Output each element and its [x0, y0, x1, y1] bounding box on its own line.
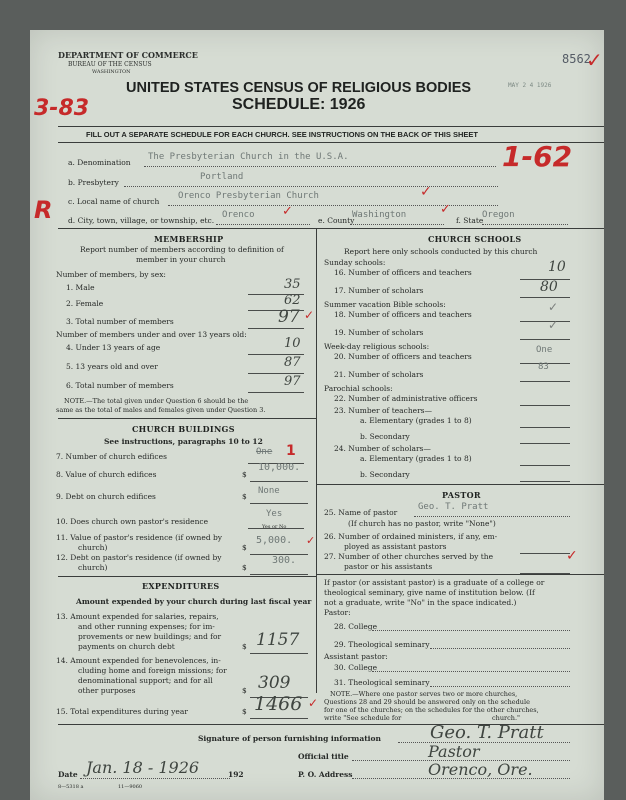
- q13-label-b: and other running expenses; for im-: [78, 622, 215, 631]
- q25-value: Geo. T. Pratt: [418, 502, 489, 512]
- q13-label-a: 13. Amount expended for salaries, repairs,: [56, 612, 219, 621]
- q21-label: 21. Number of scholars: [334, 370, 424, 379]
- graduate-note-1: If pastor (or assistant pastor) is a graduate of a college or: [324, 578, 545, 587]
- q18-answer-line: [520, 309, 570, 322]
- q12-label-b: church): [78, 563, 108, 572]
- q6-value: 97: [284, 374, 301, 389]
- expenditures-heading: EXPENDITURES: [142, 581, 220, 591]
- q16-value: 10: [548, 259, 566, 275]
- left-red-mark: 3-83: [34, 96, 90, 121]
- signature-value: Geo. T. Pratt: [430, 722, 544, 743]
- q24a-answer-line: [520, 453, 570, 466]
- q7-red-value: 1: [286, 443, 296, 459]
- buildings-sub: See instructions, paragraphs 10 to 12: [104, 437, 263, 446]
- official-title-value: Pastor: [428, 742, 480, 761]
- q20-value: One: [536, 345, 553, 355]
- city-value: Orenco: [222, 210, 255, 220]
- parochial-label: Parochial schools:: [324, 384, 393, 393]
- q13-dollar: $: [242, 642, 247, 651]
- q1-value: 35: [284, 277, 301, 292]
- membership-intro-2: member in your church: [136, 255, 226, 264]
- q25-note: (If church has no pastor, write "None"): [348, 519, 496, 528]
- county-value: Washington: [352, 210, 407, 220]
- q7-label: 7. Number of church edifices: [56, 452, 167, 461]
- q15-check: ✓: [308, 696, 319, 710]
- county-check: ✓: [440, 202, 451, 217]
- q29-line: [430, 648, 570, 649]
- pastor-note-1: NOTE.—Where one pastor serves two or more churches,: [330, 690, 518, 698]
- q8-dollar: $: [242, 470, 247, 479]
- q19-check: ✓: [548, 318, 559, 332]
- q1-label: 1. Male: [66, 283, 95, 292]
- county-line: [350, 224, 444, 225]
- q14-value: 309: [258, 673, 291, 693]
- q14-label-a: 14. Amount expended for benevolences, in-: [56, 656, 221, 665]
- by-sex-label: Number of members, by sex:: [56, 270, 166, 279]
- q23-label: 23. Number of teachers—: [334, 406, 433, 415]
- q9-label: 9. Debt on church edifices: [56, 492, 156, 501]
- q27-label-b: pastor or his assistants: [344, 562, 433, 571]
- local-name-value: Orenco Presbyterian Church: [178, 191, 319, 201]
- form-title: UNITED STATES CENSUS OF RELIGIOUS BODIES: [126, 80, 472, 96]
- presbytery-label: b. Presbytery: [68, 178, 119, 187]
- q25-line: [414, 516, 570, 517]
- pastor-note-5: church.": [492, 714, 521, 722]
- q29-label: 29. Theological seminary: [334, 640, 430, 649]
- q24-label: 24. Number of scholars—: [334, 444, 431, 453]
- date-label: Date: [58, 770, 78, 779]
- r-red-mark: R: [34, 196, 53, 224]
- q28-label: 28. College: [334, 622, 378, 631]
- q23a-label: a. Elementary (grades 1 to 8): [360, 416, 472, 425]
- buildings-rule: [58, 418, 316, 419]
- state-line: [482, 224, 568, 225]
- pastor-heading: PASTOR: [442, 490, 481, 500]
- denomination-value: The Presbyterian Church in the U.S.A.: [148, 152, 349, 162]
- expenditures-rule: [58, 576, 316, 577]
- q22-label: 22. Number of administrative officers: [334, 394, 478, 403]
- schedule-title: SCHEDULE: 1926: [232, 96, 366, 113]
- buildings-heading: CHURCH BUILDINGS: [132, 424, 235, 434]
- q30-label: 30. College: [334, 663, 378, 672]
- county-label: e. County: [318, 216, 355, 225]
- q27-answer-line: [520, 561, 570, 574]
- presbytery-value: Portland: [200, 172, 244, 182]
- membership-heading: MEMBERSHIP: [154, 234, 224, 244]
- q18-check: ✓: [548, 300, 559, 314]
- city-check: ✓: [282, 204, 293, 219]
- official-title-label: Official title: [298, 752, 349, 761]
- q3-value: 97: [278, 307, 300, 327]
- state-value: Oregon: [482, 210, 515, 220]
- print-number: 11—9060: [118, 784, 143, 790]
- q12-dollar: $: [242, 563, 247, 572]
- church-schools-heading: CHURCH SCHOOLS: [428, 234, 522, 244]
- q14-dollar: $: [242, 686, 247, 695]
- city-label-field: d. City, town, village, or township, etc.: [68, 216, 215, 225]
- q11-label-b: church): [78, 543, 108, 552]
- expenditures-sub: Amount expended by your church during last fiscal year: [76, 597, 312, 606]
- assistant-sublabel: Assistant pastor:: [324, 652, 388, 661]
- city-line: [216, 224, 310, 225]
- q19-answer-line: [520, 327, 570, 340]
- q14-label-c: denominational support; and for all: [78, 676, 213, 685]
- q23b-answer-line: [520, 431, 570, 444]
- q14-label-d: other purposes: [78, 686, 136, 695]
- q24b-label: b. Secondary: [360, 470, 410, 479]
- date-year-suffix: 192: [228, 770, 244, 779]
- q24b-answer-line: [520, 469, 570, 482]
- q19-label: 19. Number of scholars: [334, 328, 424, 337]
- q10-label: 10. Does church own pastor's residence: [56, 517, 209, 526]
- q5-label: 5. 13 years old and over: [66, 362, 158, 371]
- q21-value: 83: [538, 362, 549, 372]
- po-address-value: Orenco, Ore.: [428, 760, 533, 779]
- q4-label: 4. Under 13 years of age: [66, 343, 161, 352]
- q12-value: 300.: [272, 555, 297, 566]
- q11-dollar: $: [242, 543, 247, 552]
- q26-label-b: ployed as assistant pastors: [344, 542, 447, 551]
- q15-dollar: $: [242, 707, 247, 716]
- q2-value: 62: [284, 293, 301, 308]
- q10-value: Yes: [266, 509, 283, 519]
- denomination-line: [144, 166, 496, 167]
- form-number: 8—5318 a: [58, 784, 84, 790]
- q14-label-b: cluding home and foreign missions; for: [78, 666, 227, 675]
- q5-value: 87: [284, 355, 301, 370]
- q20-label: 20. Number of officers and teachers: [334, 352, 472, 361]
- q11-label-a: 11. Value of pastor's residence (if owned by: [56, 533, 223, 542]
- graduate-note-2: theological seminary, give name of institution below. (If: [324, 588, 535, 597]
- q7-value: One: [256, 447, 273, 457]
- pastor-note-2: Questions 28 and 29 should be answered only on the schedule: [324, 698, 530, 706]
- q31-label: 31. Theological seminary: [334, 678, 430, 687]
- pastor-sublabel: Pastor:: [324, 608, 351, 617]
- q27-label-a: 27. Number of other churches served by the: [324, 552, 494, 561]
- top-rule-1: [58, 126, 604, 127]
- q15-value: 1466: [254, 693, 303, 715]
- po-address-label: P. O. Address: [298, 770, 353, 779]
- q3-label: 3. Total number of members: [66, 317, 174, 326]
- q17-label: 17. Number of scholars: [334, 286, 424, 295]
- membership-note-2: same as the total of males and females given under Question 3.: [56, 406, 266, 414]
- presbytery-line: [124, 186, 498, 187]
- q13-label-c: provements or new buildings; and for: [78, 632, 222, 641]
- graduate-rule: [316, 574, 604, 575]
- denomination-label: a. Denomination: [68, 158, 131, 167]
- q26-label-a: 26. Number of ordained ministers, if any, em-: [324, 532, 498, 541]
- q9-dollar: $: [242, 492, 247, 501]
- serial-number: 8562: [562, 52, 591, 66]
- q24a-label: a. Elementary (grades 1 to 8): [360, 454, 472, 463]
- yes-no-hint: Yes or No: [262, 524, 287, 530]
- date-stamp: MAY 2 4 1926: [508, 82, 552, 89]
- right-red-mark: 1-62: [502, 140, 573, 173]
- pastor-rule: [316, 484, 604, 485]
- department-label: DEPARTMENT OF COMMERCE: [58, 50, 198, 60]
- q30-line: [372, 671, 570, 672]
- q8-value: 10,000.: [258, 462, 301, 473]
- state-label: f. State: [456, 216, 484, 225]
- pastor-note-3: for one of the churches; on the schedules for the other churches,: [324, 706, 539, 714]
- q25-label: 25. Name of pastor: [324, 508, 398, 517]
- date-value: Jan. 18 - 1926: [86, 758, 200, 777]
- q26-answer-line: [520, 541, 570, 554]
- age-intro-label: Number of members under and over 13 years old:: [56, 330, 247, 339]
- q11-check: ✓: [306, 534, 316, 547]
- box-top-rule: [58, 228, 604, 229]
- q3-check: ✓: [304, 308, 315, 322]
- q23a-answer-line: [520, 415, 570, 428]
- weekday-label: Week-day religious schools:: [324, 342, 430, 351]
- q8-label: 8. Value of church edifices: [56, 470, 157, 479]
- corner-check-mark: ✓: [586, 48, 603, 72]
- q16-label: 16. Number of officers and teachers: [334, 268, 472, 277]
- bureau-label: BUREAU OF THE CENSUS: [68, 61, 152, 68]
- date-line: [80, 778, 230, 779]
- membership-note-1: NOTE.—The total given under Question 6 should be the: [64, 397, 249, 405]
- q15-label: 15. Total expenditures during year: [56, 707, 188, 716]
- column-divider: [316, 228, 317, 693]
- membership-intro-1: Report number of members according to definition of: [80, 245, 284, 254]
- q31-line: [430, 686, 570, 687]
- q2-label: 2. Female: [66, 299, 104, 308]
- schools-intro: Report here only schools conducted by this church: [344, 247, 538, 256]
- q18-label: 18. Number of officers and teachers: [334, 310, 472, 319]
- pastor-note-4: write "See schedule for: [324, 714, 402, 722]
- city-label: WASHINGTON: [92, 69, 131, 75]
- q22-answer-line: [520, 393, 570, 406]
- local-name-check: ✓: [420, 184, 432, 200]
- signature-label: Signature of person furnishing information: [198, 734, 381, 743]
- q28-line: [372, 630, 570, 631]
- graduate-note-3: not a graduate, write "No" in the space indicated.): [324, 598, 517, 607]
- q11-value: 5,000.: [256, 535, 293, 546]
- local-name-label: c. Local name of church: [68, 197, 160, 206]
- q9-value: None: [258, 486, 280, 496]
- q12-label-a: 12. Debt on pastor's residence (if owned by: [56, 553, 222, 562]
- instruction-line: FILL OUT A SEPARATE SCHEDULE FOR EACH CHURCH. SEE INSTRUCTIONS ON THE BACK OF THIS SHEET: [86, 130, 478, 139]
- q17-value: 80: [540, 279, 558, 295]
- q13-label-d: payments on church debt: [78, 642, 175, 651]
- q6-label: 6. Total number of members: [66, 381, 174, 390]
- q27-red-check: ✓: [566, 548, 578, 564]
- q4-value: 10: [284, 336, 301, 351]
- q13-value: 1157: [256, 630, 300, 650]
- vacation-label: Summer vacation Bible schools:: [324, 300, 446, 309]
- q23b-label: b. Secondary: [360, 432, 410, 441]
- sunday-label: Sunday schools:: [324, 258, 386, 267]
